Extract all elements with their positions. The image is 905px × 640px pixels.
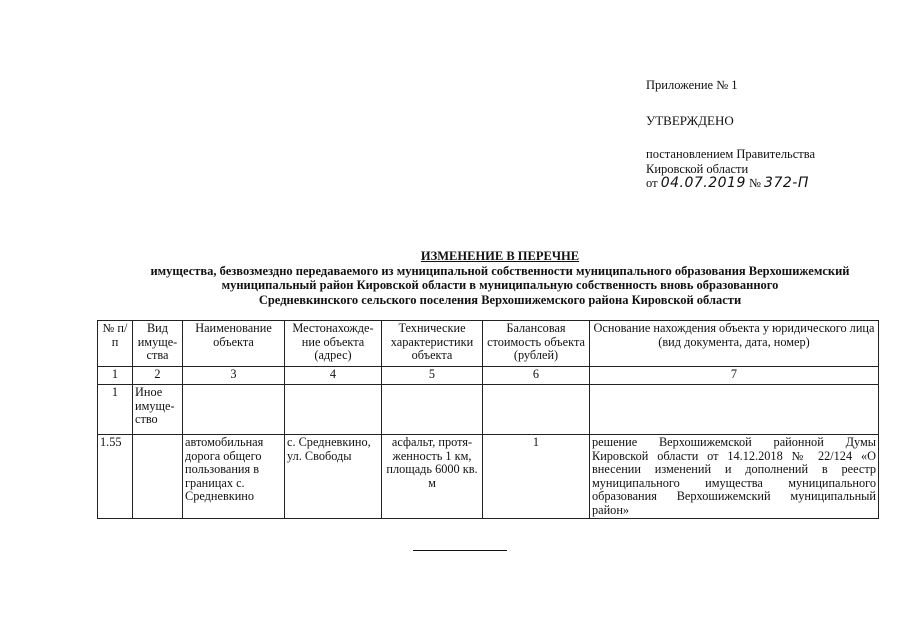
column-number: 6	[483, 367, 590, 385]
header-cell: Наименование объекта	[183, 321, 285, 367]
title-main: ИЗМЕНЕНИЕ В ПЕРЕЧНЕ	[420, 249, 580, 263]
column-number: 5	[382, 367, 483, 385]
row-number: 1	[98, 385, 133, 435]
property-table	[97, 320, 879, 519]
row-number: 1.55	[98, 435, 133, 519]
property-type: Иное имуще-ство	[133, 385, 183, 435]
header-cell: Балансовая стоимость объекта (рублей)	[483, 321, 590, 367]
object-address	[285, 385, 382, 435]
date-prefix: от	[646, 176, 658, 190]
balance-value	[483, 385, 590, 435]
column-number: 3	[183, 367, 285, 385]
header-cell: № п/п	[98, 321, 133, 367]
table-row	[98, 385, 879, 435]
decree-date-line	[646, 176, 809, 191]
column-number: 2	[133, 367, 183, 385]
column-number: 4	[285, 367, 382, 385]
header-cell: Местонахожде-ние объекта (адрес)	[285, 321, 382, 367]
ownership-basis: решение Верхошижемской районной Думы Кировской области от 14.12.2018 № 22/124 «О внесении изменений и дополнений в реестр муниципального имущества муниципального образования Верхошижемский муниципальный район»	[590, 435, 879, 519]
annex-number: Приложение № 1	[646, 78, 738, 92]
number-prefix: №	[748, 176, 761, 190]
table-header-row	[98, 321, 879, 367]
title-line-2: муниципальный район Кировской области в муниципальную собственность вновь образованного	[221, 278, 779, 292]
approved-label: УТВЕРЖДЕНО	[646, 113, 734, 128]
property-type	[133, 435, 183, 519]
object-name: автомобильная дорога общего пользования в границах с. Средневкино	[183, 435, 285, 519]
document-title	[120, 249, 880, 307]
ownership-basis	[590, 385, 879, 435]
object-specs	[382, 385, 483, 435]
object-specs: асфальт, протя-женность 1 км, площадь 6000 кв. м	[382, 435, 483, 519]
title-line-3: Средневкинского сельского поселения Верхошижемского района Кировской области	[258, 292, 742, 307]
balance-value: 1	[483, 435, 590, 519]
table-row	[98, 435, 879, 519]
decree-line-2: Кировской области	[646, 162, 749, 176]
object-address: с. Средневкино, ул. Свободы	[285, 435, 382, 519]
header-cell: Вид имуще-ства	[133, 321, 183, 367]
object-name	[183, 385, 285, 435]
handwritten-number: 372-П	[764, 175, 809, 191]
header-cell: Технические характеристики объекта	[382, 321, 483, 367]
handwritten-date: 04.07.2019	[660, 175, 746, 191]
closing-divider	[413, 550, 507, 551]
column-number: 7	[590, 367, 879, 385]
title-line-1: имущества, безвозмездно передаваемого из муниципальной собственности муниципального образования Верхошижемский	[150, 263, 850, 278]
column-number-row	[98, 367, 879, 385]
header-cell: Основание нахождения объекта у юридического лица (вид документа, дата, номер)	[590, 321, 879, 367]
decree-line-1: постановлением Правительства	[646, 147, 816, 161]
column-number: 1	[98, 367, 133, 385]
